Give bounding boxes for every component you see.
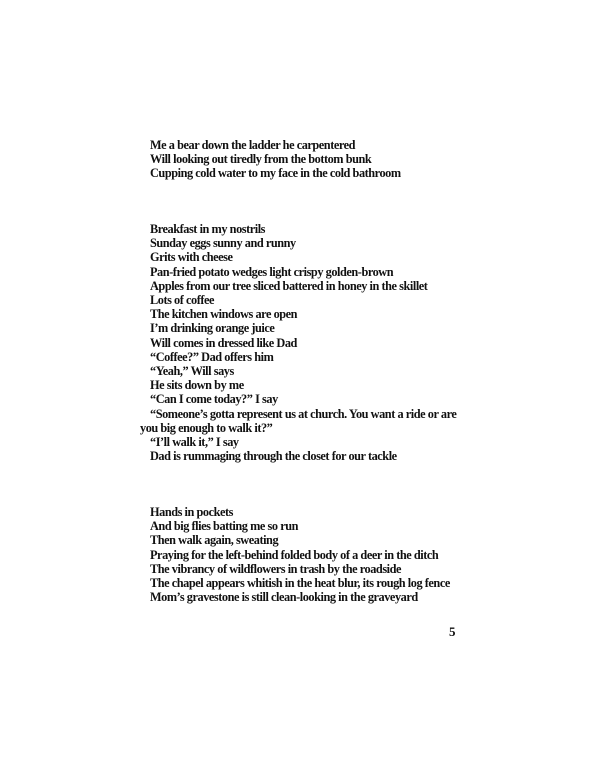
poem-line: “Someone’s gotta represent us at church. You want a ride or are bbox=[150, 406, 457, 421]
poem-line: Cupping cold water to my face in the cold bathroom bbox=[150, 166, 401, 181]
poem-line: Will looking out tiredly from the bottom bunk bbox=[150, 152, 372, 167]
poem-line: Praying for the left-behind folded body of a deer in the ditch bbox=[150, 547, 439, 562]
poem-line: I’m drinking orange juice bbox=[150, 321, 275, 336]
poem-line: Mom’s gravestone is still clean-looking in the graveyard bbox=[150, 590, 418, 605]
poem-line: And big flies batting me so run bbox=[150, 519, 298, 534]
poem-line: Pan-fried potato wedges light crispy golden-brown bbox=[150, 264, 394, 279]
poem-line: The chapel appears whitish in the heat blur, its rough log fence bbox=[150, 576, 450, 591]
poem-line: Will comes in dressed like Dad bbox=[150, 335, 297, 350]
poem-line: Breakfast in my nostrils bbox=[150, 222, 266, 236]
poem-line: “Yeah,” Will says bbox=[150, 364, 234, 379]
poem-line: He sits down by me bbox=[150, 378, 244, 393]
stanza-2 bbox=[0, 222, 600, 463]
stanza-3 bbox=[0, 505, 600, 604]
poem-line: “Can I come today?” I say bbox=[150, 392, 278, 407]
poem-line: Grits with cheese bbox=[150, 250, 233, 265]
poem-line: “Coffee?” Dad offers him bbox=[150, 349, 274, 364]
poem-line: “I’ll walk it,” I say bbox=[150, 435, 239, 450]
poem-line-continuation: you big enough to walk it?” bbox=[140, 420, 273, 435]
poem-line: Hands in pockets bbox=[150, 505, 234, 519]
poem-line: Then walk again, sweating bbox=[150, 533, 279, 548]
poem-line: The kitchen windows are open bbox=[150, 307, 298, 322]
poem-line: The vibrancy of wildflowers in trash by the roadside bbox=[150, 561, 402, 576]
poem-line: Me a bear down the ladder he carpentered bbox=[150, 138, 356, 152]
poem-line: Dad is rummaging through the closet for our tackle bbox=[150, 449, 397, 464]
page-number: 5 bbox=[449, 624, 456, 639]
stanza-1 bbox=[0, 138, 600, 181]
poem-line: Lots of coffee bbox=[150, 293, 215, 308]
poem-line: Sunday eggs sunny and runny bbox=[150, 236, 296, 251]
poem-line: Apples from our tree sliced battered in honey in the skillet bbox=[150, 278, 428, 293]
